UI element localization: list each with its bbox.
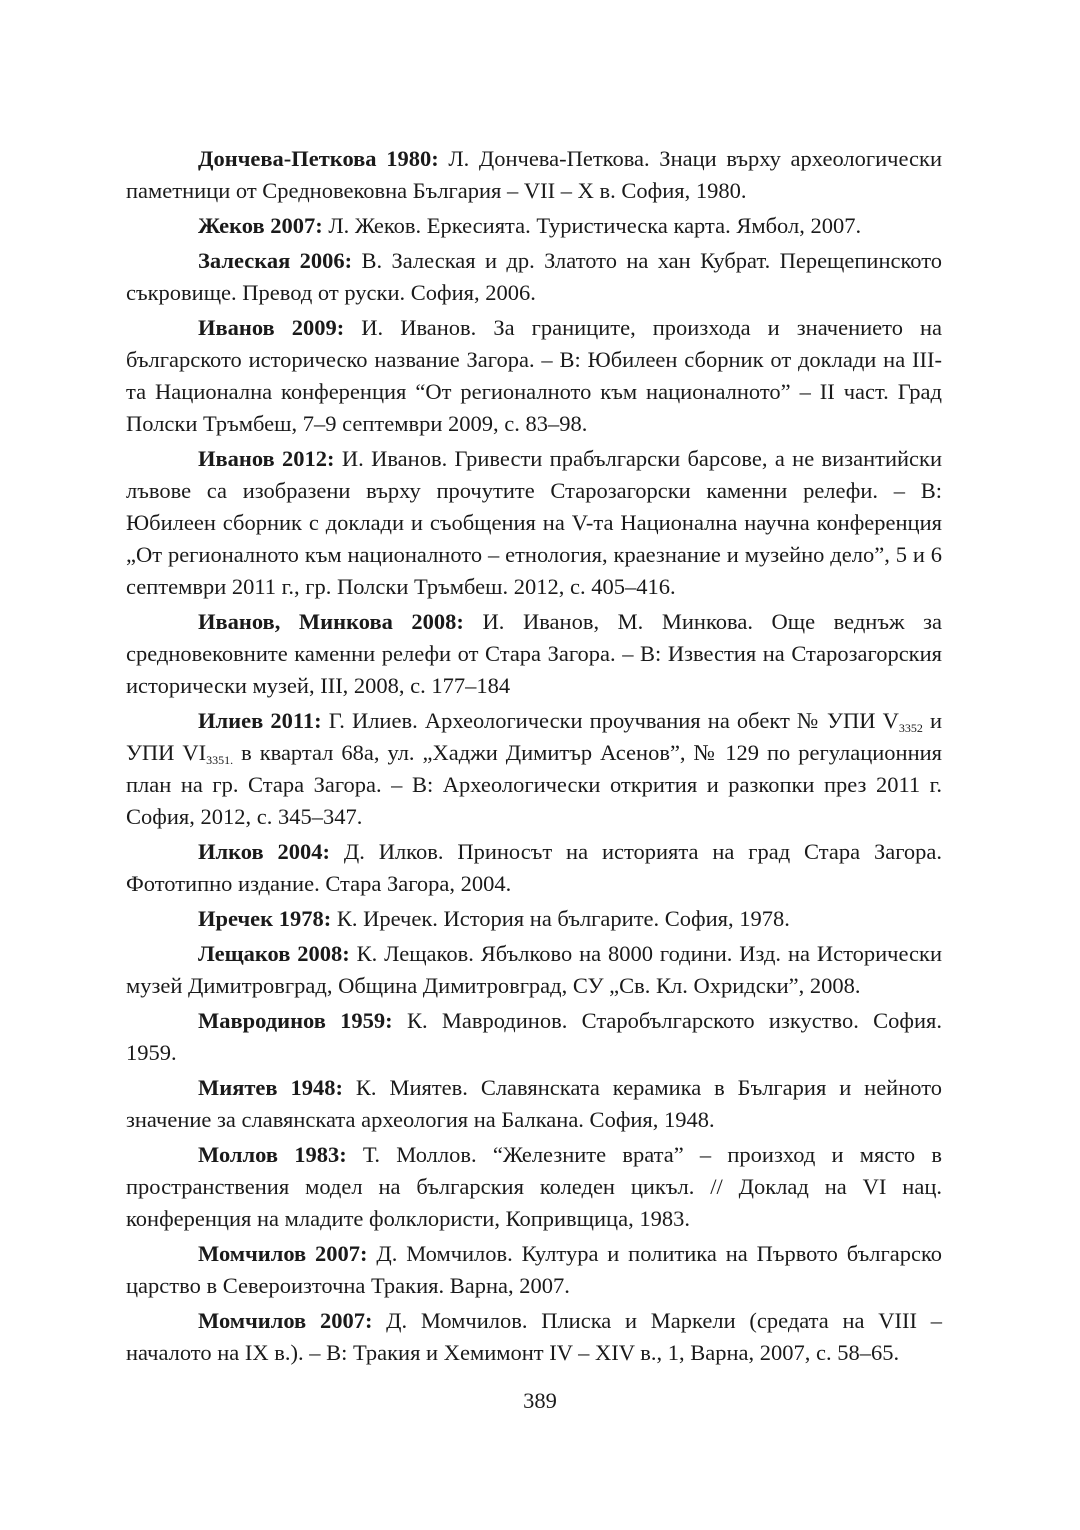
entry-text: Д. Илков. Приносът на историята на град Стара Загора. Фототипно издание. Стара Загора, 2004. <box>126 839 942 896</box>
bibliography-entry <box>126 1005 942 1072</box>
entry-author: Дончева-Петкова 1980: <box>198 146 439 171</box>
subscript: 3352 <box>898 721 923 735</box>
entry-author: Миятев 1948: <box>198 1075 343 1100</box>
entry-text: К. Миятев. Славянската керамика в България и нейното значение за славянската археология на Балкана. София, 1948. <box>126 1075 943 1132</box>
bibliography-entry <box>126 836 942 903</box>
entry-author: Иванов, Минкова 2008: <box>198 609 464 634</box>
bibliography-entry <box>126 312 942 443</box>
entry-text: И. Иванов, М. Минкова. Още веднъж за средновековните каменни релефи от Стара Загора. – В: Известия на Старозагорския исторически музей, III, 2008, с. 177–184 <box>126 609 942 698</box>
bibliography-entry <box>126 143 942 210</box>
entry-author: Момчилов 2007: <box>198 1308 373 1333</box>
entry-text: Т. Моллов. “Железните врата” – произход и място в пространствения модел на българския коледен цикъл. // Доклад на VI нац. конференция на младите фолклористи, Копривщица, 1983. <box>126 1142 942 1231</box>
entry-text: Д. Момчилов. Плиска и Маркели (средата на VIII – началото на IX в.). – В: Тракия и Хемимонт IV – XIV в., 1, Варна, 2007, с. 58–65. <box>126 1308 942 1365</box>
entry-author: Жеков 2007: <box>198 213 323 238</box>
entry-text: в квартал 68а, ул. „Хаджи Димитър Асенов”, № 129 по регулационния план на гр. Стара Загора. – В: Археологически открития и разкопки през 2011 г. София, 2012, с. 345–347. <box>126 740 942 829</box>
entry-text: и УПИ VI <box>126 708 942 765</box>
bibliography-page <box>126 143 942 1372</box>
entry-author: Момчилов 2007: <box>198 1241 368 1266</box>
entry-text: И. Иванов. За границите, произхода и значението на българското историческо название Загора. – В: Юбилеен сборник от доклади на III-та Национална конференция “От регионалното към националното” – II част. Град Полски Тръмбеш, 7–9 септември 2009, с. 83–98. <box>126 315 943 436</box>
bibliography-entry <box>126 1072 942 1139</box>
bibliography-entry <box>126 443 942 606</box>
entry-text: И. Иванов. Гривести прабългарски барсове, а не византийски лъвове са изобразени върху прочутите Старозагорски каменни релефи. – В: Юбилеен сборник с доклади и съобщения на V-та Национална научна конференция „От регионалното към националното – етнология, краезнание и музейно дело”, 5 и 6 септември 2011 г., гр. Полски Тръмбеш. 2012, с. 405–416. <box>126 446 942 599</box>
bibliography-entry <box>126 1238 942 1305</box>
bibliography-entry <box>126 938 942 1005</box>
bibliography-entry <box>126 705 942 836</box>
bibliography-entry <box>126 903 942 938</box>
bibliography-entry <box>126 1139 942 1238</box>
bibliography-entry <box>126 245 942 312</box>
entry-author: Иванов 2012: <box>198 446 335 471</box>
bibliography-entry <box>126 210 942 245</box>
entry-author: Илиев 2011: <box>198 708 322 733</box>
entry-author: Иречек 1978: <box>198 906 332 931</box>
entry-text: К. Мавродинов. Старобългарското изкуство. София. 1959. <box>126 1008 942 1065</box>
entry-text: К. Иречек. История на българите. София, 1978. <box>331 906 790 931</box>
entry-author: Моллов 1983: <box>198 1142 347 1167</box>
subscript: 3351. <box>206 753 234 767</box>
entry-author: Иванов 2009: <box>198 315 345 340</box>
entry-text: К. Лещаков. Ябълково на 8000 години. Изд. на Исторически музей Димитровград, Община Димитровград, СУ „Св. Кл. Охридски”, 2008. <box>126 941 942 998</box>
entry-author: Мавродинов 1959: <box>198 1008 393 1033</box>
page-number: 389 <box>523 1388 557 1413</box>
entry-text: Л. Дончева-Петкова. Знаци върху археологически паметници от Средновековна България – VII – X в. София, 1980. <box>126 146 942 203</box>
entry-author: Лещаков 2008: <box>198 941 350 966</box>
entry-text: Л. Жеков. Еркесията. Туристическа карта. Ямбол, 2007. <box>322 213 862 238</box>
entry-text: В. Залеская и др. Златото на хан Кубрат. Перещепинското съкровище. Превод от руски. София, 2006. <box>126 248 943 305</box>
entry-author: Илков 2004: <box>198 839 330 864</box>
entry-text: Д. Момчилов. Култура и политика на Първото българско царство в Североизточна Тракия. Варна, 2007. <box>126 1241 942 1298</box>
entry-text: Г. Илиев. Археологически проучвания на обект № УПИ V <box>321 708 899 733</box>
entry-author: Залеская 2006: <box>198 248 353 273</box>
bibliography-entry <box>126 606 942 705</box>
bibliography-entry <box>126 1305 942 1372</box>
